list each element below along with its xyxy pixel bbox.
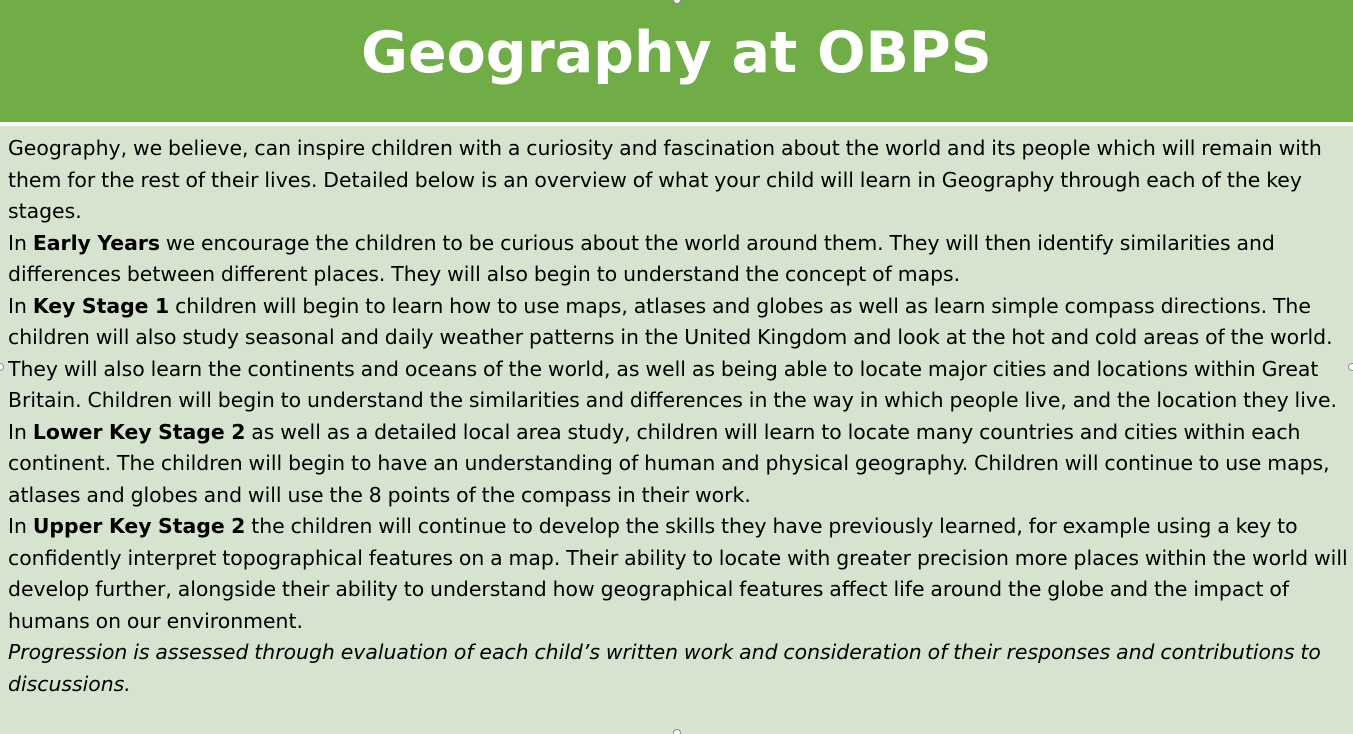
paragraph-text: as well as a detailed local area study, children will learn to locate many countries and cities within each continent. The children will begin to have an understanding of human and physical geography. Children will continue to use maps, atlases and globes and will use the 8 points of the compass in their work. — [8, 419, 1330, 507]
stage-label-lower-key-stage-2: Lower Key Stage 2 — [32, 419, 246, 444]
intro-paragraph: Geography, we believe, can inspire children with a curiosity and fascination about the world and its people which will remain with them for the rest of their lives. Detailed below is an overview of what your child will learn in Geography through each of the key stages. — [8, 136, 1322, 223]
paragraph-prefix: In — [8, 230, 33, 255]
paragraph-text: we encourage the children to be curious about the world around them. They will then identify similarities and differences between different places. They will also begin to understand the concept of maps. — [8, 230, 1275, 286]
text-body — [8, 133, 1348, 700]
paragraph-prefix: In — [8, 419, 33, 444]
paragraph-text: children will begin to learn how to use maps, atlases and globes as well as learn simple compass directions. The children will also study seasonal and daily weather patterns in the United Kingdom and look at the hot and cold areas of the world. They will also learn the continents and oceans of the world, as well as being able to locate major cities and locations within Great Britain. Children will begin to understand the similarities and differences in the way in which people live, and the location they live. — [8, 293, 1337, 412]
stage-label-upper-key-stage-2: Upper Key Stage 2 — [32, 514, 246, 538]
paragraph-key-stage-1 — [8, 291, 1348, 417]
page-title: Geography at OBPS — [361, 20, 992, 86]
resize-handle-right[interactable] — [1348, 363, 1353, 371]
paragraph-prefix: In — [8, 514, 33, 538]
stage-label-key-stage-1: Key Stage 1 — [32, 293, 170, 318]
paragraph-lower-key-stage-2 — [8, 417, 1348, 512]
paragraph-prefix: In — [8, 293, 33, 318]
title-banner — [0, 0, 1353, 122]
closing-paragraph: Progression is assessed through evaluation of each child’s written work and consideration of their responses and contributions to discussions. — [8, 640, 1321, 696]
paragraph-early-years — [8, 228, 1348, 291]
resize-handle-bottom[interactable] — [673, 729, 681, 734]
paragraph-upper-key-stage-2 — [8, 511, 1348, 637]
paragraph-text: the children will continue to develop the skills they have previously learned, for example using a key to confidently interpret topographical features on a map. Their ability to locate with greater precision more places within the world will develop further, alongside their ability to understand how geographical features affect life around the globe and the impact of humans on our environment. — [8, 514, 1348, 633]
stage-label-early-years: Early Years — [32, 230, 161, 255]
